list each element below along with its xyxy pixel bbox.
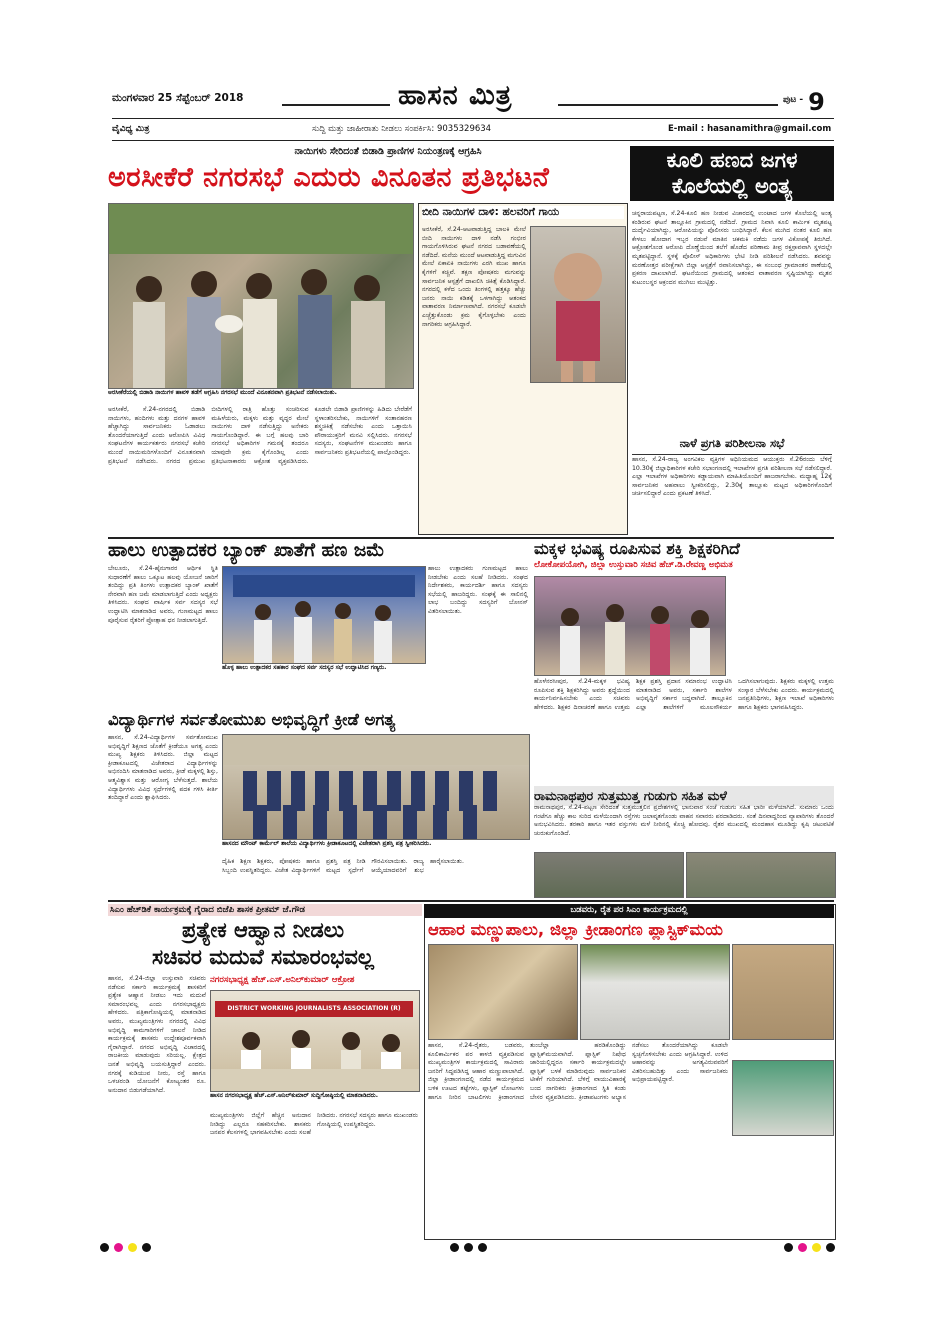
sports-caption: ಹಾಸನದ ಮೌಂಟ್ ಕಾರ್ಮೆಲ್ ಶಾಲೆಯ ವಿದ್ಯಾರ್ಥಿಗಳು ಕ್ರೀಡಾಕೂಟದಲ್ಲಿ ವಿಜೇತರಾಗಿ ಪ್ರಶಸ್ತಿ ಪತ್ರ ಸ್ವೀಕರಿಸಿದರು.	[222, 840, 432, 847]
story1-kicker: ನಾಯಿಗಳು ಸೇರಿದಂತೆ ಬಿಡಾಡಿ ಪ್ರಾಣಿಗಳ ನಿಯಂತ್ರಣಕ್ಕೆ ಆಗ್ರಹಿಸಿ	[294, 146, 482, 157]
teachers-event-image	[535, 577, 725, 675]
page-label: ಪುಟ -	[783, 95, 804, 105]
invite-headline-1: ಪ್ರತ್ಯೇಕ ಆಹ್ವಾನ ನೀಡಲು	[181, 918, 345, 942]
invite-photo	[210, 990, 420, 1092]
contact-line: ಸುದ್ದಿ ಮತ್ತು ಜಾಹೀರಾತು ನೀಡಲು ಸಂಪರ್ಕಿಸಿ: 9035329634	[312, 124, 492, 134]
issue-date: ಮಂಗಳವಾರ 25 ಸೆಪ್ಟೆಂಬರ್ 2018	[112, 92, 244, 104]
plastic-photo-2	[580, 944, 730, 1040]
invite-body: ಹಾಸನ, ಸೆ.24-ಜಿಲ್ಲಾ ಉಸ್ತುವಾರಿ ಸಚಿವರು ನಡೆಸುವ ಸರ್ಕಾರಿ ಕಾರ್ಯಕ್ರಮಕ್ಕೆ ಶಾಸಕರಿಗೆ ಪ್ರತ್ಯೇಕ ಆಹ್ವಾನ ನೀಡಲು ಇದು ಮದುವೆ ಸಮಾರಂಭವಲ್ಲ ಎಂದು ನಗರಸಭಾಧ್ಯಕ್ಷರು ಹೇಳಿದರು. ಪತ್ರಿಕಾಗೋಷ್ಠಿಯಲ್ಲಿ ಮಾತನಾಡಿದ ಅವರು, ಮುಖ್ಯಮಂತ್ರಿಗಳು ನಗರದಲ್ಲಿ ವಿವಿಧ ಅಭಿವೃದ್ಧಿ ಕಾಮಗಾರಿಗಳಿಗೆ ಚಾಲನೆ ನೀಡಿದ ಕಾರ್ಯಕ್ರಮಕ್ಕೆ ಶಾಸಕರು ಉದ್ದೇಶಪೂರ್ವಕವಾಗಿ ಗೈರಾಗಿದ್ದಾರೆ. ನಗರದ ಅಭಿವೃದ್ಧಿ ವಿಚಾರದಲ್ಲಿ ರಾಜಕೀಯ ಮಾಡುವುದು ಸರಿಯಲ್ಲ. ಕ್ಷೇತ್ರದ ಜನತೆ ಅಭಿವೃದ್ಧಿ ಬಯಸುತ್ತಿದ್ದಾರೆ ಎಂದರು. ನಗರಕ್ಕೆ ಕುಡಿಯುವ ನೀರು, ರಸ್ತೆ ಹಾಗೂ ಒಳಚರಂಡಿ ಯೋಜನೆಗೆ ಕೋಟ್ಯಂತರ ರೂ. ಅನುದಾನ ಬಿಡುಗಡೆಯಾಗಿದೆ.	[108, 975, 206, 1094]
reg-dot-yellow-1	[128, 1243, 137, 1252]
child-image	[531, 227, 625, 382]
masthead-rule-right	[558, 104, 778, 106]
invite-subhead: ನಗರಸಭಾಧ್ಯಕ್ಷ ಹೆಚ್.ಎಸ್.ಅನಿಲ್‌ಕುಮಾರ್ ಆಕ್ರೋಶ	[210, 975, 355, 985]
sports-photo	[222, 734, 530, 840]
lamp-lighting-image	[223, 567, 425, 663]
reg-dot-black-1	[100, 1243, 109, 1252]
plastic-photo-4	[732, 1060, 834, 1136]
reg-dot-magenta-2	[798, 1243, 807, 1252]
milk-photo	[222, 566, 426, 664]
crowd-image	[109, 204, 413, 388]
page-number-box	[783, 88, 825, 116]
section-label: ವೈವಿಧ್ಯ ಮಿತ್ರ	[112, 124, 150, 134]
rain-headline: ರಾಮನಾಥಪುರ ಸುತ್ತಮುತ್ತ ಗುಡುಗು ಸಹಿತ ಮಳೆ	[534, 786, 834, 806]
plastic-headline: ಆಹಾರ ಮಣ್ಣುಪಾಲು, ಜಿಲ್ಲಾ ಕ್ರೀಡಾಂಗಣ ಪ್ಲಾಸ್ಟಿಕ್‌ಮಯ	[428, 920, 723, 939]
plastic-body: ಹಾಸನ, ಸೆ.24-ರೈತರು, ಬಡವರು, ಕೂಲಿಕಾರ್ಮಿಕರ ಪರ ಕಾಳಜಿ ವ್ಯಕ್ತಪಡಿಸುವ ಮುಖ್ಯಮಂತ್ರಿಗಳ ಕಾರ್ಯಕ್ರಮದಲ್ಲಿ ಸಾವಿರಾರು ಜನರಿಗೆ ಸಿದ್ಧಪಡಿಸಿದ್ದ ಆಹಾರ ಮಣ್ಣುಪಾಲಾಗಿದೆ. ಜಿಲ್ಲಾ ಕ್ರೀಡಾಂಗಣದಲ್ಲಿ ನಡೆದ ಕಾರ್ಯಕ್ರಮದ ಬಳಿಕ ಊಟದ ತಟ್ಟೆಗಳು, ಪ್ಲಾಸ್ಟಿಕ್ ಲೋಟಗಳು ಹಾಗೂ ನೀರಿನ ಬಾಟಲಿಗಳು ಕ್ರೀಡಾಂಗಣದ ತುಂಬೆಲ್ಲಾ ಹರಡಿಕೊಂಡಿದ್ದು ಪ್ಲಾಸ್ಟಿಕ್‌ಮಯವಾಗಿದೆ. ಪ್ಲಾಸ್ಟಿಕ್ ನಿಷೇಧ ಜಾರಿಯಲ್ಲಿದ್ದರೂ ಸರ್ಕಾರಿ ಕಾರ್ಯಕ್ರಮದಲ್ಲೇ ಪ್ಲಾಸ್ಟಿಕ್ ಬಳಕೆ ಮಾಡಿರುವುದು ಸಾರ್ವಜನಿಕರ ಟೀಕೆಗೆ ಗುರಿಯಾಗಿದೆ. ಬೆಳಿಗ್ಗೆ ವಾಯುವಿಹಾರಕ್ಕೆ ಬಂದ ನಾಗರಿಕರು ಕ್ರೀಡಾಂಗಣದ ಸ್ಥಿತಿ ಕಂಡು ಬೇಸರ ವ್ಯಕ್ತಪಡಿಸಿದರು. ಕ್ರೀಡಾಪಟುಗಳು ಅಭ್ಯಾಸ ನಡೆಸಲು ತೊಂದರೆಯಾಗಿದ್ದು ಕೂಡಲೇ ಸ್ವಚ್ಛಗೊಳಿಸಬೇಕು ಎಂದು ಆಗ್ರಹಿಸಿದ್ದಾರೆ. ಉಳಿದ ಆಹಾರವನ್ನು ಅಗತ್ಯವಿರುವವರಿಗೆ ವಿತರಿಸಬಹುದಿತ್ತು ಎಂದು ಸಾರ್ವಜನಿಕರು ಅಭಿಪ್ರಾಯಪಟ್ಟಿದ್ದಾರೆ.	[428, 1042, 728, 1101]
milk-headline: ಹಾಲು ಉತ್ಪಾದಕರ ಬ್ಯಾಂಕ್ ಖಾತೆಗೆ ಹಣ ಜಮೆ	[108, 540, 385, 561]
story1-headline: ಅರಸೀಕೆರೆ ನಗರಸಭೆ ಎದುರು ವಿನೂತನ ಪ್ರತಿಭಟನೆ	[108, 162, 550, 193]
reg-dot-black-6	[784, 1243, 793, 1252]
invite-body2: ಮುಖ್ಯಮಂತ್ರಿಗಳು ಜಿಲ್ಲೆಗೆ ಹೆಚ್ಚಿನ ಅನುದಾನ ನೀಡಿದ್ದು ಎಲ್ಲರೂ ಸಹಕರಿಸಬೇಕು. ಶಾಸಕರು ಜನಪರ ಕೆಲಸಗಳಲ್ಲಿ ಭಾಗವಹಿಸಬೇಕು ಎಂದು ಸಲಹೆ ನೀಡಿದರು. ನಗರಸಭೆ ಸದಸ್ಯರು ಹಾಗೂ ಮುಖಂಡರು ಗೋಷ್ಠಿಯಲ್ಲಿ ಉಪಸ್ಥಿತರಿದ್ದರು.	[210, 1112, 418, 1137]
sports-body: ಹಾಸನ, ಸೆ.24-ವಿದ್ಯಾರ್ಥಿಗಳ ಸರ್ವತೋಮುಖ ಅಭಿವೃದ್ಧಿಗೆ ಶಿಕ್ಷಣದ ಜೊತೆಗೆ ಕ್ರೀಡೆಯೂ ಅಗತ್ಯ ಎಂದು ಮುಖ್ಯ ಶಿಕ್ಷಕರು ತಿಳಿಸಿದರು. ಜಿಲ್ಲಾ ಮಟ್ಟದ ಕ್ರೀಡಾಕೂಟದಲ್ಲಿ ವಿಜೇತರಾದ ವಿದ್ಯಾರ್ಥಿಗಳನ್ನು ಅಭಿನಂದಿಸಿ ಮಾತನಾಡಿದ ಅವರು, ಕ್ರೀಡೆ ಮಕ್ಕಳಲ್ಲಿ ಶಿಸ್ತು, ಆತ್ಮವಿಶ್ವಾಸ ಮತ್ತು ಆರೋಗ್ಯ ಬೆಳೆಸುತ್ತದೆ. ಶಾಲೆಯ ವಿದ್ಯಾರ್ಥಿಗಳು ವಿವಿಧ ಸ್ಪರ್ಧೆಗಳಲ್ಲಿ ಪದಕ ಗಳಿಸಿ ಕೀರ್ತಿ ತಂದಿದ್ದಾರೆ ಎಂದು ಶ್ಲಾಘಿಸಿದರು.	[108, 734, 218, 802]
page-number: 9	[808, 88, 825, 116]
plastic-photo-3	[732, 944, 834, 1040]
students-group-image	[223, 735, 529, 839]
reg-dot-black-2	[142, 1243, 151, 1252]
meeting-body: ಹಾಸನ, ಸೆ.24-ರಾಜ್ಯ ಅಂಗವಿಕಲ ವ್ಯಕ್ತಿಗಳ ಅಧಿನಿಯಮದ ಆಯುಕ್ತರು ಸೆ.26ರಂದು ಬೆಳಿಗ್ಗೆ 10.30ಕ್ಕೆ ಜಿಲ್ಲಾಧಿಕಾರಿಗಳ ಕಚೇರಿ ಸಭಾಂಗಣದಲ್ಲಿ ಇಲಾಖೆಗಳ ಪ್ರಗತಿ ಪರಿಶೀಲನಾ ಸಭೆ ನಡೆಸಲಿದ್ದಾರೆ. ಎಲ್ಲಾ ಇಲಾಖೆಗಳ ಅಧಿಕಾರಿಗಳು ಕಡ್ಡಾಯವಾಗಿ ಮಾಹಿತಿಯೊಂದಿಗೆ ಹಾಜರಾಗಬೇಕು. ಮಧ್ಯಾಹ್ನ 12ಕ್ಕೆ ಸಾರ್ವಜನಿಕರ ಅಹವಾಲು ಸ್ವೀಕರಿಸಲಿದ್ದು, 2.30ಕ್ಕೆ ತಾಲ್ಲೂಕು ಮಟ್ಟದ ಅಧಿಕಾರಿಗಳೊಂದಿಗೆ ಚರ್ಚಿಸಲಿದ್ದಾರೆ ಎಂದು ಪ್ರಕಟಣೆ ತಿಳಿಸಿದೆ.	[632, 456, 832, 498]
story1-body: ಅರಸೀಕೆರೆ, ಸೆ.24-ನಗರದಲ್ಲಿ ಬಿಡಾಡಿ ನಾಯಿಗಳು, ಹಂದಿಗಳು ಮತ್ತು ದನಗಳ ಹಾವಳಿ ಹೆಚ್ಚಾಗಿದ್ದು ಸಾರ್ವಜನಿಕರು ಓಡಾಡಲು ತೊಂದರೆಯಾಗುತ್ತಿದೆ ಎಂದು ಆರೋಪಿಸಿ ವಿವಿಧ ಸಂಘಟನೆಗಳ ಕಾರ್ಯಕರ್ತರು ನಗರಸಭೆ ಕಚೇರಿ ಮುಂದೆ ನಾಯಿಮರಿಗಳೊಂದಿಗೆ ವಿನೂತನವಾಗಿ ಪ್ರತಿಭಟನೆ ನಡೆಸಿದರು. ನಗರದ ಪ್ರಮುಖ ಬೀದಿಗಳಲ್ಲಿ ರಾತ್ರಿ ಹೊತ್ತು ಸಂಚರಿಸುವ ಮಹಿಳೆಯರು, ಮಕ್ಕಳು ಮತ್ತು ವೃದ್ಧರ ಮೇಲೆ ನಾಯಿಗಳು ದಾಳಿ ನಡೆಸುತ್ತಿದ್ದು ಅನೇಕರು ಗಾಯಗೊಂಡಿದ್ದಾರೆ. ಈ ಬಗ್ಗೆ ಹಲವು ಬಾರಿ ನಗರಸಭೆ ಅಧಿಕಾರಿಗಳ ಗಮನಕ್ಕೆ ತಂದರೂ ಯಾವುದೇ ಕ್ರಮ ಕೈಗೊಂಡಿಲ್ಲ ಎಂದು ಪ್ರತಿಭಟನಾಕಾರರು ಆಕ್ರೋಶ ವ್ಯಕ್ತಪಡಿಸಿದರು. ಕೂಡಲೇ ಬಿಡಾಡಿ ಪ್ರಾಣಿಗಳನ್ನು ಹಿಡಿದು ಬೇರೆಡೆಗೆ ಸ್ಥಳಾಂತರಿಸಬೇಕು, ನಾಯಿಗಳಿಗೆ ಸಂತಾನಹರಣ ಶಸ್ತ್ರಚಿಕಿತ್ಸೆ ನಡೆಸಬೇಕು ಎಂದು ಒತ್ತಾಯಿಸಿ ಪೌರಾಯುಕ್ತರಿಗೆ ಮನವಿ ಸಲ್ಲಿಸಿದರು. ನಗರಸಭೆ ಸದಸ್ಯರು, ಸಂಘಟನೆಗಳ ಮುಖಂಡರು ಹಾಗೂ ಸಾರ್ವಜನಿಕರು ಪ್ರತಿಭಟನೆಯಲ್ಲಿ ಪಾಲ್ಗೊಂಡಿದ್ದರು.	[108, 406, 412, 465]
milk-caption: ಹೊಳ್ಳ ಹಾಲು ಉತ್ಪಾದಕರ ಸಹಕಾರ ಸಂಘದ ಸರ್ವ ಸದಸ್ಯರ ಸಭೆ ಉದ್ಘಾಟಿಸಿದ ಗಣ್ಯರು.	[222, 664, 387, 671]
masthead-rule-left	[282, 104, 390, 106]
reg-dot-black-7	[826, 1243, 835, 1252]
teachers-subhead: ಲೋಕೋಪಯೋಗಿ, ಜಿಲ್ಲಾ ಉಸ್ತುವಾರಿ ಸಚಿವ ಹೆಚ್.ಡಿ.ರೇವಣ್ಣ ಅಭಿಮತ	[534, 560, 733, 570]
story1-photo	[108, 203, 414, 389]
dog-bite-headline: ಬೀದಿ ನಾಯಿಗಳ ದಾಳಿ: ಹಲವರಿಗೆ ಗಾಯ	[422, 206, 624, 219]
rain-body: ರಾಮನಾಥಪುರ, ಸೆ.24-ಪಟ್ಟಣ ಸೇರಿದಂತೆ ಸುತ್ತಮುತ್ತಲಿನ ಪ್ರದೇಶಗಳಲ್ಲಿ ಭಾನುವಾರ ಸಂಜೆ ಗುಡುಗು ಸಹಿತ ಭಾರೀ ಮಳೆಯಾಗಿದೆ. ಸುಮಾರು ಒಂದು ಗಂಟೆಗೂ ಹೆಚ್ಚು ಕಾಲ ಸುರಿದ ಮಳೆಯಿಂದಾಗಿ ರಸ್ತೆಗಳು ಜಲಾವೃತಗೊಂಡು ವಾಹನ ಸವಾರರು ಪರದಾಡಿದರು. ಸಂತೆ ದಿನವಾದ್ದರಿಂದ ವ್ಯಾಪಾರಿಗಳು ತೊಂದರೆ ಅನುಭವಿಸಿದರು. ತರಕಾರಿ ಹಾಗೂ ಇತರ ವಸ್ತುಗಳು ಮಳೆ ನೀರಿನಲ್ಲಿ ಕೊಚ್ಚಿ ಹೋದವು. ರೈತರ ಮುಖದಲ್ಲಿ ಮಂದಹಾಸ ಮೂಡಿದ್ದು ಕೃಷಿ ಚಟುವಟಿಕೆ ಚುರುಕುಗೊಂಡಿದೆ.	[534, 804, 834, 837]
teachers-photo	[534, 576, 726, 676]
reg-dot-black-5	[478, 1243, 487, 1252]
sports-headline: ವಿದ್ಯಾರ್ಥಿಗಳ ಸರ್ವತೋಮುಖ ಅಭಿವೃದ್ಧಿಗೆ ಕ್ರೀಡೆ ಅಗತ್ಯ	[108, 710, 396, 729]
teachers-body: ಹೊಳೆನರಸೀಪುರ, ಸೆ.24-ಮಕ್ಕಳ ಭವಿಷ್ಯ ರೂಪಿಸುವ ಶಕ್ತಿ ಶಿಕ್ಷಕರಿಗಿದ್ದು ಅವರು ಶ್ರದ್ಧೆಯಿಂದ ಕಾರ್ಯನಿರ್ವಹಿಸಬೇಕು ಎಂದು ಸಚಿವರು ಹೇಳಿದರು. ಶಿಕ್ಷಕರ ದಿನಾಚರಣೆ ಹಾಗೂ ಉತ್ತಮ ಶಿಕ್ಷಕ ಪ್ರಶಸ್ತಿ ಪ್ರದಾನ ಸಮಾರಂಭ ಉದ್ಘಾಟಿಸಿ ಮಾತನಾಡಿದ ಅವರು, ಸರ್ಕಾರಿ ಶಾಲೆಗಳ ಅಭಿವೃದ್ಧಿಗೆ ಸರ್ಕಾರ ಬದ್ಧವಾಗಿದೆ. ತಾಲ್ಲೂಕಿನ ಎಲ್ಲಾ ಶಾಲೆಗಳಿಗೆ ಮೂಲಸೌಕರ್ಯ ಒದಗಿಸಲಾಗುವುದು. ಶಿಕ್ಷಕರು ಮಕ್ಕಳಲ್ಲಿ ಉತ್ತಮ ಸಂಸ್ಕಾರ ಬೆಳೆಸಬೇಕು ಎಂದರು. ಕಾರ್ಯಕ್ರಮದಲ್ಲಿ ಜನಪ್ರತಿನಿಧಿಗಳು, ಶಿಕ್ಷಣ ಇಲಾಖೆ ಅಧಿಕಾರಿಗಳು ಹಾಗೂ ಶಿಕ್ಷಕರು ಭಾಗವಹಿಸಿದ್ದರು.	[534, 678, 834, 711]
murder-headline-1: ಕೂಲಿ ಹಣದ ಜಗಳ	[666, 148, 798, 172]
contact-underline	[112, 140, 834, 141]
journalists-banner: DISTRICT WORKING JOURNALISTS ASSOCIATION (R)	[215, 1001, 413, 1017]
divider-1	[108, 537, 834, 539]
teachers-body-side	[728, 576, 834, 676]
rain-photo-1	[534, 852, 684, 898]
meeting-headline: ನಾಳೆ ಪ್ರಗತಿ ಪರಿಶೀಲನಾ ಸಭೆ	[632, 436, 832, 455]
rain-photo-2	[686, 852, 836, 898]
plastic-kicker: ಬಡವರು, ರೈತ ಪರ ಸಿಎಂ ಕಾರ್ಯಕ್ರಮದಲ್ಲಿ	[570, 905, 688, 915]
invite-caption: ಹಾಸನ ನಗರಸಭಾಧ್ಯಕ್ಷ ಹೆಚ್.ಎಸ್.ಅನಿಲ್‌ಕುಮಾರ್ ಸುದ್ದಿಗೋಷ್ಠಿಯಲ್ಲಿ ಮಾತನಾಡಿದರು.	[210, 1092, 378, 1099]
invite-kicker: ಸಿಎಂ ಹೆಚ್‌ಡಿಕೆ ಕಾರ್ಯಕ್ರಮಕ್ಕೆ ಗೈರಾದ ಬಿಜೆಪಿ ಶಾಸಕ ಪ್ರೀತಮ್ ಜೆ.ಗೌಡ	[108, 904, 422, 916]
murder-body: ಚನ್ನರಾಯಪಟ್ಟಣ, ಸೆ.24-ಕೂಲಿ ಹಣ ನೀಡುವ ವಿಚಾರದಲ್ಲಿ ಉಂಟಾದ ಜಗಳ ಕೊಲೆಯಲ್ಲಿ ಅಂತ್ಯ ಕಂಡಿರುವ ಘಟನೆ ತಾಲ್ಲೂಕಿನ ಗ್ರಾಮದಲ್ಲಿ ನಡೆದಿದೆ. ಗ್ರಾಮದ ನಿವಾಸಿ ಕೂಲಿ ಕಾರ್ಮಿಕ ಮೃತಪಟ್ಟ ದುರ್ದೈವಿಯಾಗಿದ್ದು, ಆರೋಪಿಯನ್ನು ಪೊಲೀಸರು ಬಂಧಿಸಿದ್ದಾರೆ. ಕೆಲಸ ಮುಗಿದ ನಂತರ ಕೂಲಿ ಹಣ ಕೇಳಲು ಹೋದಾಗ ಇಬ್ಬರ ನಡುವೆ ಮಾತಿನ ಚಕಮಕಿ ನಡೆದು ಜಗಳ ವಿಕೋಪಕ್ಕೆ ತಿರುಗಿದೆ. ಆಕ್ರೋಶಗೊಂಡ ಆರೋಪಿ ದೊಣ್ಣೆಯಿಂದ ತಲೆಗೆ ಹೊಡೆದ ಪರಿಣಾಮ ತೀವ್ರ ರಕ್ತಸ್ರಾವವಾಗಿ ಸ್ಥಳದಲ್ಲೇ ಮೃತಪಟ್ಟಿದ್ದಾನೆ. ಸ್ಥಳಕ್ಕೆ ಪೊಲೀಸ್ ಅಧಿಕಾರಿಗಳು ಭೇಟಿ ನೀಡಿ ಪರಿಶೀಲನೆ ನಡೆಸಿದರು. ಶವವನ್ನು ಮರಣೋತ್ತರ ಪರೀಕ್ಷೆಗಾಗಿ ಜಿಲ್ಲಾ ಆಸ್ಪತ್ರೆಗೆ ರವಾನಿಸಲಾಗಿದ್ದು, ಈ ಸಂಬಂಧ ಗ್ರಾಮಾಂತರ ಠಾಣೆಯಲ್ಲಿ ಪ್ರಕರಣ ದಾಖಲಾಗಿದೆ. ಘಟನೆಯಿಂದ ಗ್ರಾಮದಲ್ಲಿ ಆತಂಕದ ವಾತಾವರಣ ಸೃಷ್ಟಿಯಾಗಿದ್ದು ಮೃತನ ಕುಟುಂಬಸ್ಥರ ಆಕ್ರಂದನ ಮುಗಿಲು ಮುಟ್ಟಿತ್ತು.	[632, 210, 832, 286]
plastic-photo-1	[428, 944, 578, 1040]
masthead-title: ಹಾಸನ ಮಿತ್ರ	[398, 80, 513, 111]
reg-dot-magenta-1	[114, 1243, 123, 1252]
teachers-headline: ಮಕ್ಕಳ ಭವಿಷ್ಯ ರೂಪಿಸುವ ಶಕ್ತಿ ಶಿಕ್ಷಕರಿಗಿದೆ	[534, 540, 740, 558]
sports-body2: ದೈಹಿಕ ಶಿಕ್ಷಣ ಶಿಕ್ಷಕರು, ಪೋಷಕರು ಹಾಗೂ ಸಿಬ್ಬಂದಿ ಉಪಸ್ಥಿತರಿದ್ದರು. ವಿಜೇತ ವಿದ್ಯಾರ್ಥಿಗಳಿಗೆ ಪ್ರಶಸ್ತಿ ಪತ್ರ ನೀಡಿ ಗೌರವಿಸಲಾಯಿತು. ರಾಜ್ಯ ಮಟ್ಟದ ಸ್ಪರ್ಧೆಗೆ ಆಯ್ಕೆಯಾದವರಿಗೆ ಶುಭ ಹಾರೈಸಲಾಯಿತು.	[222, 858, 464, 874]
story1-caption: ಅರಸೀಕೆರೆಯಲ್ಲಿ ಬಿಡಾಡಿ ನಾಯಿಗಳ ಹಾವಳಿ ತಡೆಗೆ ಆಗ್ರಹಿಸಿ ನಗರಸಭೆ ಮುಂದೆ ವಿನೂತನವಾಗಿ ಪ್ರತಿಭಟನೆ ನಡೆಸಲಾಯಿತು.	[108, 389, 337, 396]
milk-body-right: ಹಾಲು ಉತ್ಪಾದಕರು ಗುಣಮಟ್ಟದ ಹಾಲು ನೀಡಬೇಕು ಎಂದು ಸಲಹೆ ನೀಡಿದರು. ಸಂಘದ ನಿರ್ದೇಶಕರು, ಕಾರ್ಯದರ್ಶಿ ಹಾಗೂ ಸದಸ್ಯರು ಸಭೆಯಲ್ಲಿ ಹಾಜರಿದ್ದರು. ಸಂಘಕ್ಕೆ ಈ ಸಾಲಿನಲ್ಲಿ ಲಾಭ ಬಂದಿದ್ದು ಸದಸ್ಯರಿಗೆ ಬೋನಸ್ ವಿತರಿಸಲಾಯಿತು.	[428, 565, 528, 615]
masthead-underline	[112, 118, 834, 119]
milk-body-left: ಬೇಲೂರು, ಸೆ.24-ಹೈನುಗಾರರ ಆರ್ಥಿಕ ಸ್ಥಿತಿ ಸುಧಾರಣೆಗೆ ಹಾಲು ಒಕ್ಕೂಟ ಹಲವು ಯೋಜನೆ ಜಾರಿಗೆ ತಂದಿದ್ದು ಪ್ರತಿ ತಿಂಗಳು ಉತ್ಪಾದಕರ ಬ್ಯಾಂಕ್ ಖಾತೆಗೆ ನೇರವಾಗಿ ಹಣ ಜಮೆ ಮಾಡಲಾಗುತ್ತಿದೆ ಎಂದು ಅಧ್ಯಕ್ಷರು ತಿಳಿಸಿದರು. ಸಂಘದ ವಾರ್ಷಿಕ ಸರ್ವ ಸದಸ್ಯರ ಸಭೆ ಉದ್ಘಾಟಿಸಿ ಮಾತನಾಡಿದ ಅವರು, ಗುಣಮಟ್ಟದ ಹಾಲು ಪೂರೈಸುವ ರೈತರಿಗೆ ಪ್ರೋತ್ಸಾಹ ಧನ ನೀಡಲಾಗುತ್ತಿದೆ.	[108, 565, 218, 624]
email-line: E-mail : hasanamithra@gmail.com	[668, 124, 832, 134]
dog-bite-body: ಅರಸೀಕೆರೆ, ಸೆ.24-ಆಟವಾಡುತ್ತಿದ್ದ ಬಾಲಕಿ ಮೇಲೆ ಬೀದಿ ನಾಯಿಗಳು ದಾಳಿ ನಡೆಸಿ ಗಂಭೀರ ಗಾಯಗೊಳಿಸಿರುವ ಘಟನೆ ನಗರದ ಬಡಾವಣೆಯಲ್ಲಿ ನಡೆದಿದೆ. ಮನೆಯ ಮುಂದೆ ಆಟವಾಡುತ್ತಿದ್ದ ಮಗುವಿನ ಮೇಲೆ ಏಕಾಏಕಿ ನಾಯಿಗಳು ಎರಗಿ ಮುಖ ಹಾಗೂ ಕೈಗಳಿಗೆ ಕಚ್ಚಿವೆ. ತಕ್ಷಣ ಪೋಷಕರು ಮಗುವನ್ನು ಸಾರ್ವಜನಿಕ ಆಸ್ಪತ್ರೆಗೆ ದಾಖಲಿಸಿ ಚಿಕಿತ್ಸೆ ಕೊಡಿಸಿದ್ದಾರೆ. ನಗರದಲ್ಲಿ ಕಳೆದ ಒಂದು ತಿಂಗಳಲ್ಲಿ ಹತ್ತಕ್ಕೂ ಹೆಚ್ಚು ಜನರು ನಾಯಿ ಕಡಿತಕ್ಕೆ ಒಳಗಾಗಿದ್ದು ಆತಂಕದ ವಾತಾವರಣ ನಿರ್ಮಾಣವಾಗಿದೆ. ನಗರಸಭೆ ಕೂಡಲೇ ಎಚ್ಚೆತ್ತುಕೊಂಡು ಕ್ರಮ ಕೈಗೊಳ್ಳಬೇಕು ಎಂದು ನಾಗರಿಕರು ಆಗ್ರಹಿಸಿದ್ದಾರೆ.	[422, 226, 526, 328]
press-meet-image	[211, 991, 419, 1091]
invite-headline-2: ಸಚಿವರ ಮದುವೆ ಸಮಾರಂಭವಲ್ಲ	[152, 945, 374, 969]
reg-dot-black-4	[464, 1243, 473, 1252]
child-photo	[530, 226, 626, 383]
milk-body-mid	[222, 676, 424, 706]
plastic-body-side	[732, 1138, 832, 1234]
murder-headline-2: ಕೊಲೆಯಲ್ಲಿ ಅಂತ್ಯ	[671, 174, 793, 198]
reg-dot-yellow-2	[812, 1243, 821, 1252]
reg-dot-black-3	[450, 1243, 459, 1252]
divider-2	[108, 900, 834, 902]
